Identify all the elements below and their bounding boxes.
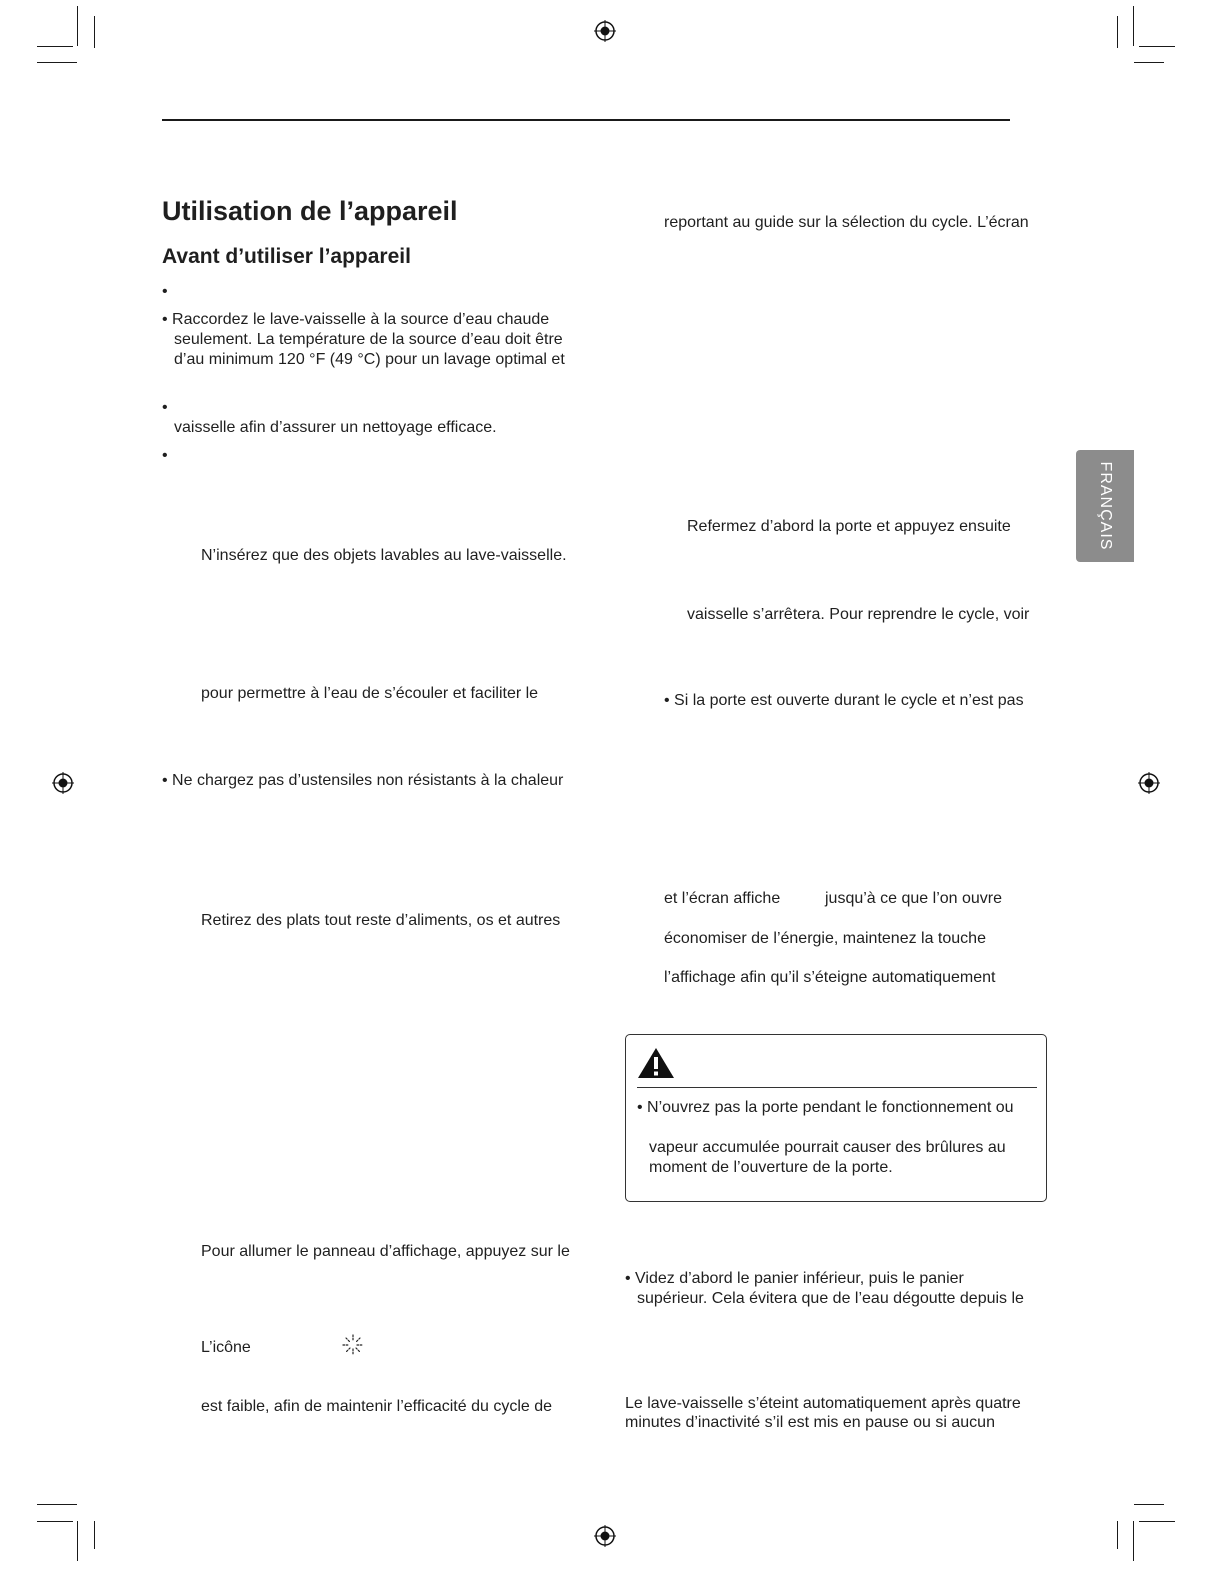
crop-mark	[37, 46, 73, 47]
section-title: Utilisation de l’appareil	[162, 196, 458, 226]
crop-mark	[94, 1521, 95, 1549]
paragraph-line: Retirez des plats tout reste d’aliments, os et autres	[201, 912, 561, 929]
crop-mark	[1134, 62, 1164, 63]
paragraph-line: vaisselle afin d’assurer un nettoyage efficace.	[174, 419, 497, 436]
registration-mark-icon	[1138, 772, 1160, 794]
crop-mark	[37, 62, 77, 63]
registration-mark-icon	[594, 20, 616, 42]
paragraph-line: • Si la porte est ouverte durant le cycle et n’est pas	[664, 692, 1024, 709]
paragraph-line: jusqu’à ce que l’on ouvre	[825, 890, 1003, 907]
caution-line: vapeur accumulée pourrait causer des brûlures au	[649, 1139, 1006, 1156]
crop-mark	[37, 1521, 73, 1522]
registration-mark-icon	[594, 1525, 616, 1547]
paragraph-line: Pour allumer le panneau d’affichage, appuyez sur le	[201, 1243, 570, 1260]
language-tab-label: FRANÇAIS	[1097, 461, 1114, 551]
warning-triangle-icon	[637, 1047, 675, 1079]
crop-mark	[1134, 1504, 1164, 1505]
paragraph-line: • Ne chargez pas d’ustensiles non résistants à la chaleur	[162, 772, 564, 789]
bullet-marker: •	[162, 399, 168, 416]
crop-mark	[1133, 6, 1134, 46]
paragraph-line: vaisselle s’arrêtera. Pour reprendre le cycle, voir	[687, 606, 1030, 623]
paragraph-line: l’affichage afin qu’il s’éteigne automatiquement	[664, 969, 996, 986]
caution-line: • N’ouvrez pas la porte pendant le fonctionnement ou	[637, 1099, 1014, 1116]
paragraph-line: et l’écran affiche	[664, 890, 781, 907]
crop-mark	[1117, 1521, 1118, 1549]
caution-divider	[637, 1087, 1037, 1088]
paragraph-line: minutes d’inactivité s’il est mis en pause ou si aucun	[625, 1414, 995, 1431]
crop-mark	[37, 1504, 77, 1505]
paragraph-line: est faible, afin de maintenir l’efficacité du cycle de	[201, 1398, 553, 1415]
bullet-marker: •	[162, 283, 168, 300]
paragraph-line: L’icône	[201, 1339, 251, 1356]
crop-mark	[1139, 1521, 1175, 1522]
paragraph-line: d’au minimum 120 °F (49 °C) pour un lavage optimal et	[174, 351, 565, 368]
caution-box	[625, 1034, 1047, 1202]
section-subtitle: Avant d’utiliser l’appareil	[162, 245, 411, 268]
paragraph-line: pour permettre à l’eau de s’écouler et faciliter le	[201, 685, 539, 702]
crop-mark	[77, 1521, 78, 1561]
crop-mark	[1133, 1521, 1134, 1561]
language-tab	[1076, 450, 1134, 562]
registration-mark-icon	[52, 772, 74, 794]
crop-mark	[1117, 16, 1118, 48]
paragraph-line: seulement. La température de la source d’eau doit être	[174, 331, 563, 348]
crop-mark	[1139, 46, 1175, 47]
crop-mark	[77, 6, 78, 46]
paragraph-line: Refermez d’abord la porte et appuyez ensuite	[687, 518, 1011, 535]
crop-mark	[94, 16, 95, 48]
bullet-marker: •	[162, 447, 168, 464]
paragraph-line: N’insérez que des objets lavables au lave-vaisselle.	[201, 547, 567, 564]
sparkle-icon	[341, 1333, 365, 1357]
paragraph-line: supérieur. Cela évitera que de l’eau dégoutte depuis le	[637, 1290, 1024, 1307]
paragraph-line: Le lave-vaisselle s’éteint automatiquement après quatre	[625, 1395, 1021, 1412]
caution-line: moment de l’ouverture de la porte.	[649, 1159, 893, 1176]
paragraph-line: • Raccordez le lave-vaisselle à la source d’eau chaude	[162, 311, 550, 328]
paragraph-line: économiser de l’énergie, maintenez la touche	[664, 930, 986, 947]
paragraph-line: reportant au guide sur la sélection du cycle. L’écran	[664, 214, 1029, 231]
header-rule	[162, 119, 1010, 121]
paragraph-line: • Videz d’abord le panier inférieur, puis le panier	[625, 1270, 964, 1287]
